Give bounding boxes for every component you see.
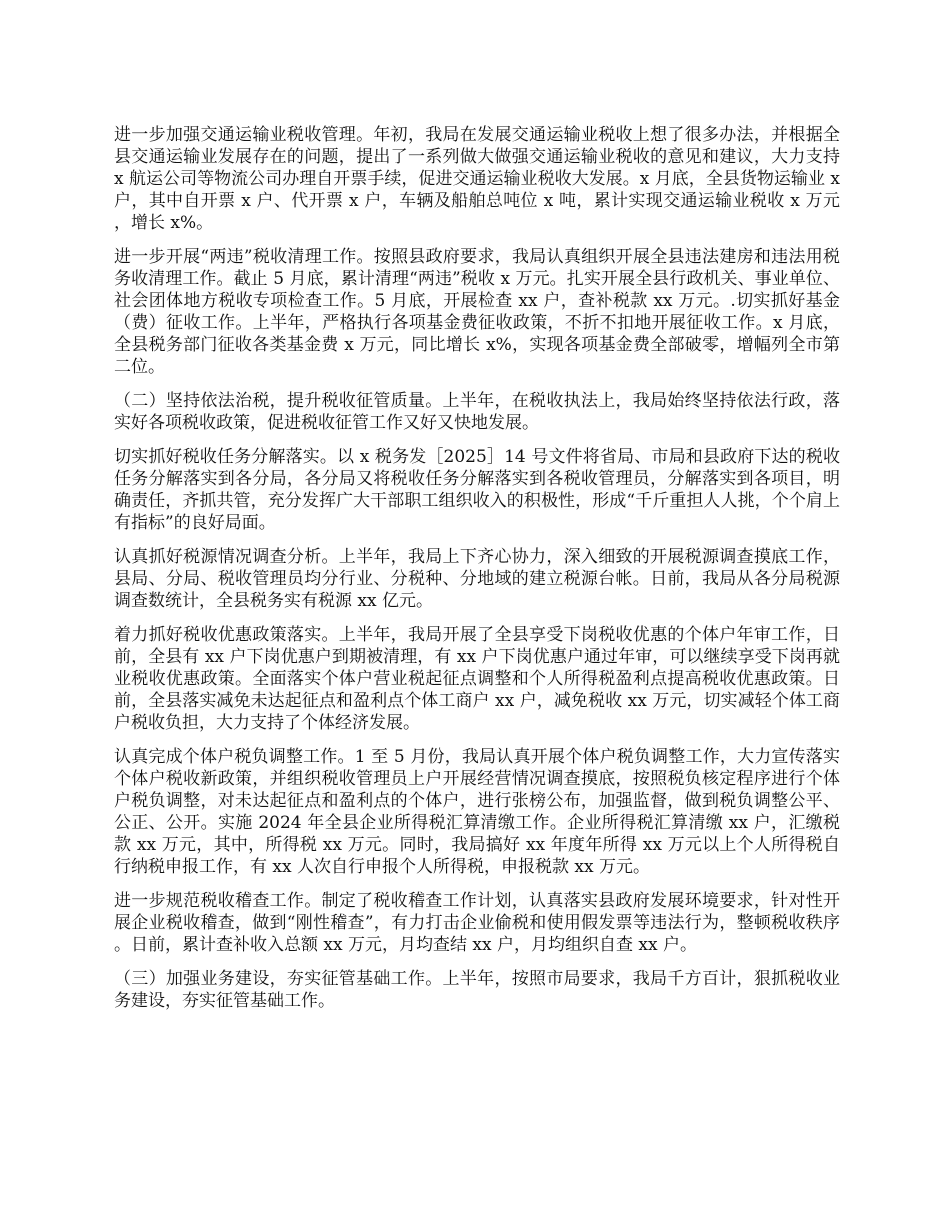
paragraph-tax-inspection: 进一步规范税收稽查工作。制定了税收稽查工作计划，认真落实县政府发展环境要求，针对性开展企业税收稽查，做到“刚性稽查”，有力打击企业偷税和使用假发票等违法行为，整顿税收秩序。日前，累计查补收入总额 xx 万元，月均查结 xx 户，月均组织自查 xx 户。 (114, 891, 840, 955)
paragraph-individual-tax-adjustment: 认真完成个体户税负调整工作。1 至 5 月份，我局认真开展个体户税负调整工作，大力宣传落实个体户税收新政策，并组织税收管理员上户开展经营情况调查摸底，按照税负核定程序进行个体户税负调整，对未达起征点和盈利点的个体户，进行张榜公布，加强监督，做到税负调整公平、公正、公开。实施 2024 年全县企业所得税汇算清缴工作。企业所得税汇算清缴 xx 户，汇缴税款 xx 万元，其中，所得税 xx 万元。同时，我局搞好 xx 年度年所得 xx 万元以上个人所得税自行纳税申报工作，有 xx 人次自行申报个人所得税，申报税款 xx 万元。 (114, 747, 840, 877)
paragraph-section-3-heading: （三）加强业务建设，夯实征管基础工作。上半年，按照市局要求，我局千方百计，狠抓税收业务建设，夯实征管基础工作。 (114, 969, 840, 1011)
paragraph-section-2-heading: （二）坚持依法治税，提升税收征管质量。上半年，在税收执法上，我局始终坚持依法行政，落实好各项税收政策，促进税收征管工作又好又快地发展。 (114, 391, 840, 433)
paragraph-tax-source-survey: 认真抓好税源情况调查分析。上半年，我局上下齐心协力，深入细致的开展税源调查摸底工作，县局、分局、税收管理员均分行业、分税种、分地域的建立税源台帐。日前，我局从各分局税源调查数统计，全县税务实有税源 xx 亿元。 (114, 547, 840, 611)
paragraph-task-decomposition: 切实抓好税收任务分解落实。以 x 税务发［2025］14 号文件将省局、市局和县政府下达的税收任务分解落实到各分局，各分局又将税收任务分解落实到各税收管理员，分解落实到各项目，明确责任，齐抓共管，充分发挥广大干部职工组织收入的积极性，形成“千斤重担人人挑，个个肩上有指标”的良好局面。 (114, 447, 840, 533)
paragraph-transport-tax: 进一步加强交通运输业税收管理。年初，我局在发展交通运输业税收上想了很多办法，并根据全县交通运输业发展存在的问题，提出了一系列做大做强交通运输业税收的意见和建议，大力支持 x 航运公司等物流公司办理自开票手续，促进交通运输业税收大发展。x 月底，全县货物运输业 x 户，其中自开票 x 户、代开票 x 户，车辆及船舶总吨位 x 吨，累计实现交通运输业税收 x 万元，增长 x%。 (114, 125, 840, 233)
paragraph-two-violations: 进一步开展“两违”税收清理工作。按照县政府要求，我局认真组织开展全县违法建房和违法用税务收清理工作。截止 5 月底，累计清理“两违”税收 x 万元。扎实开展全县行政机关、事业单位、社会团体地方税收专项检查工作。5 月底，开展检查 xx 户，查补税款 xx 万元。.切实抓好基金（费）征收工作。上半年，严格执行各项基金费征收政策，不折不扣地开展征收工作。x 月底，全县税务部门征收各类基金费 x 万元，同比增长 x%，实现各项基金费全部破零，增幅列全市第二位。 (114, 247, 840, 377)
paragraph-preferential-policy: 着力抓好税收优惠政策落实。上半年，我局开展了全县享受下岗税收优惠的个体户年审工作，日前，全县有 xx 户下岗优惠户到期被清理，有 xx 户下岗优惠户通过年审，可以继续享受下岗再就业税收优惠政策。全面落实个体户营业税起征点调整和个人所得税盈利点提高税收优惠政策。日前，全县落实减免未达起征点和盈利点个体工商户 xx 户，减免税收 xx 万元，切实减轻个体工商户税收负担，大力支持了个体经济发展。 (114, 625, 840, 733)
document-page (114, 124, 840, 1024)
